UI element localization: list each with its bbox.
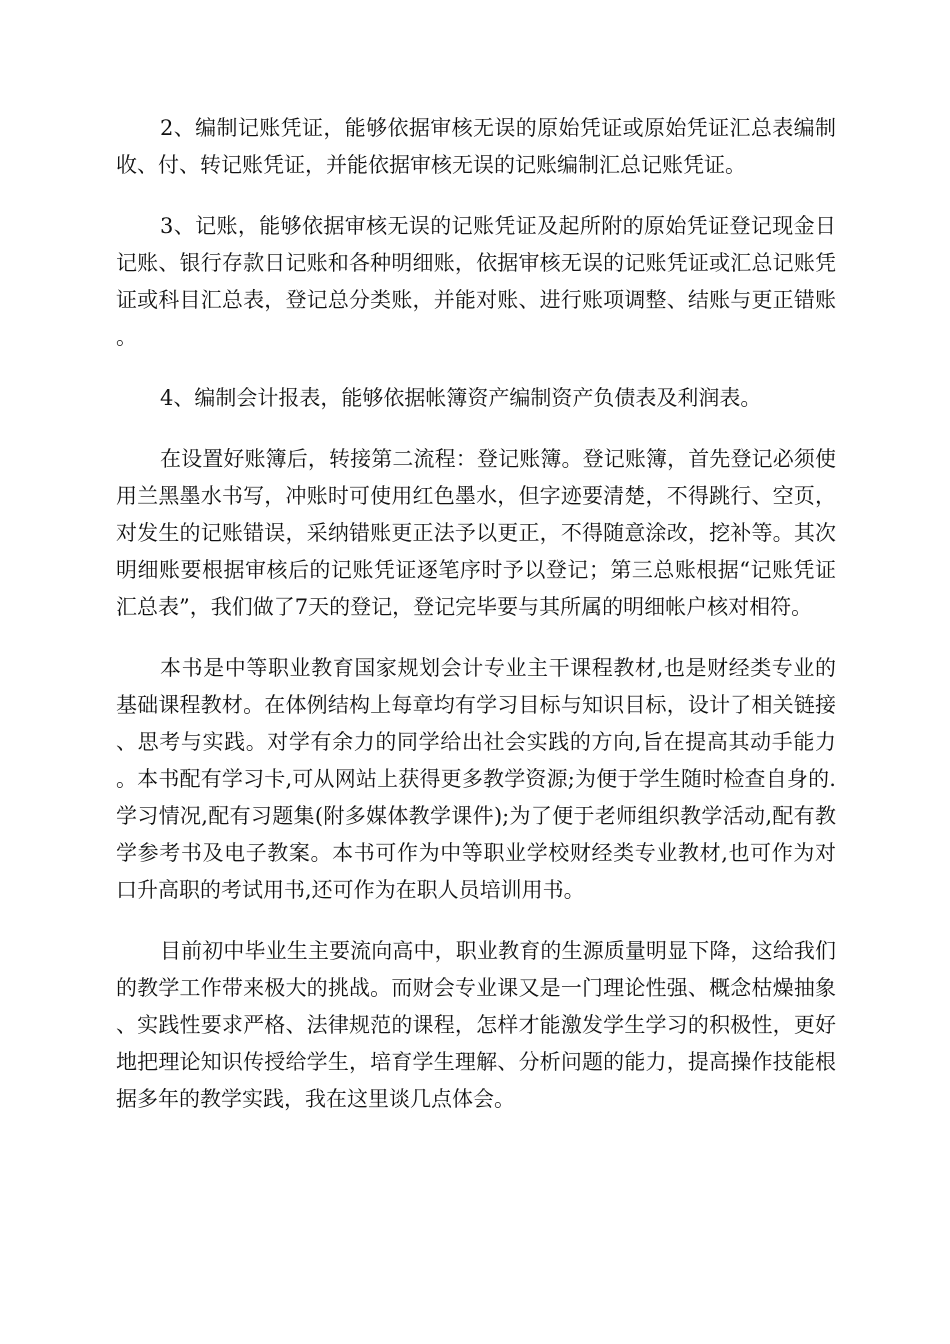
paragraph-teaching-challenge: 目前初中毕业生主要流向高中，职业教育的生源质量明显下降，这给我们的教学工作带来极大的挑战。而财会专业课又是一门理论性强、概念枯燥抽象、实践性要求严格、法律规范的课程，怎样才能激发学生学习的积极性，更好地把理论知识传授给学生，培育学生理解、分析问题的能力，提高操作技能根据多年的教学实践，我在这里谈几点体会。 [116,939,836,1111]
paragraph-bookkeeping: 3、记账，能够依据审核无误的记账凭证及起所附的原始凭证登记现金日记账、银行存款日记账和各种明细账，依据审核无误的记账凭证或汇总记账凭证或科目汇总表，登记总分类账，并能对账、进行账项调整、结账与更正错账。 [116,214,836,349]
document-page [116,110,836,1142]
paragraph-ledger-process: 在设置好账簿后，转接第二流程：登记账簿。登记账簿，首先登记必须使用兰黑墨水书写，冲账时可使用红色墨水，但字迹要清楚，不得跳行、空页，对发生的记账错误，采纳错账更正法予以更正，不得随意涂改，挖补等。其次明细账要根据审核后的记账凭证逐笔序时予以登记；第三总账根据“记账凭证汇总表”，我们做了7天的登记，登记完毕要与其所属的明细帐户核对相符。 [116,447,836,619]
paragraph-reports: 4、编制会计报表，能够依据帐簿资产编制资产负债表及利润表。 [160,386,762,410]
paragraph-textbook-intro: 本书是中等职业教育国家规划会计专业主干课程教材,也是财经类专业的基础课程教材。在体例结构上每章均有学习目标与知识目标，设计了相关链接、思考与实践。对学有余力的同学给出社会实践的方向,旨在提高其动手能力。本书配有学习卡,可从网站上获得更多教学资源;为便于学生随时检查自身的.学习情况,配有习题集(附多媒体教学课件);为了便于老师组织教学活动,配有教学参考书及电子教案。本书可作为中等职业学校财经类专业教材,也可作为对口升高职的考试用书,还可作为在职人员培训用书。 [116,656,836,902]
paragraph-voucher: 2、编制记账凭证，能够依据审核无误的原始凭证或原始凭证汇总表编制收、付、转记账凭证，并能依据审核无误的记账编制汇总记账凭证。 [116,116,836,177]
